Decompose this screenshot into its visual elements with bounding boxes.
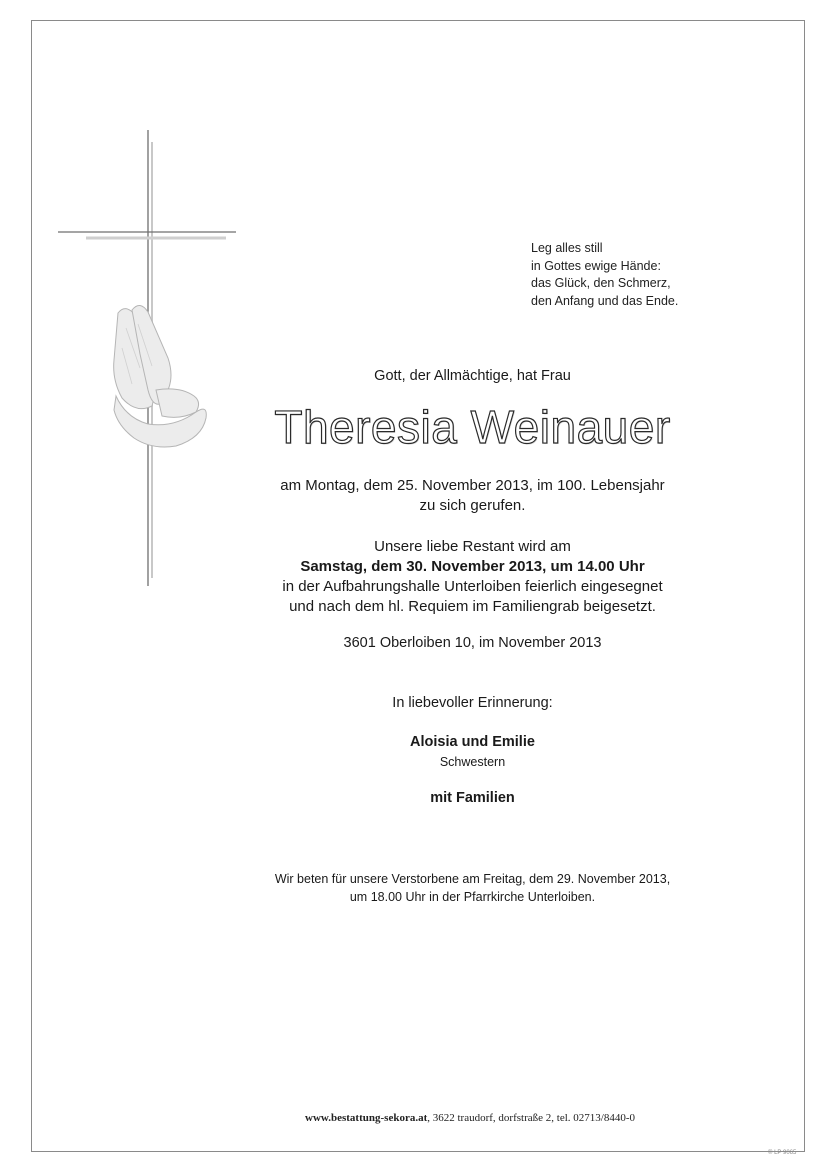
mourners-relation: Schwestern bbox=[439, 755, 506, 769]
deceased-name: Theresia Weinauer bbox=[274, 401, 671, 453]
place-and-date: 3601 Oberloiben 10, im November 2013 bbox=[343, 635, 602, 651]
footer-address: , 3622 traudorf, dorfstraße 2, tel. 02713/8440-0 bbox=[427, 1112, 635, 1124]
mourners-names: Aloisia und Emilie bbox=[410, 734, 535, 750]
funeral-date: Samstag, dem 30. November 2013, um 14.00 Uhr bbox=[300, 558, 645, 575]
cross-with-praying-hands-icon bbox=[56, 128, 238, 590]
footer-website: www.bestattung-sekora.at bbox=[305, 1112, 428, 1124]
prayer-line: um 18.00 Uhr in der Pfarrkirche Unterloiben. bbox=[349, 890, 596, 904]
poem-line: in Gottes ewige Hände: bbox=[531, 258, 661, 273]
prayer-line: Wir beten für unsere Verstorbene am Freitag, dem 29. November 2013, bbox=[274, 872, 671, 886]
funeral-line: und nach dem hl. Requiem im Familiengrab beigesetzt. bbox=[289, 598, 656, 615]
families-text: mit Familien bbox=[430, 790, 515, 806]
poem-line: das Glück, den Schmerz, bbox=[531, 276, 671, 290]
poem-line: Leg alles still bbox=[531, 241, 603, 255]
funeral-home-footer bbox=[200, 1112, 740, 1124]
poem-line: den Anfang und das Ende. bbox=[531, 293, 679, 308]
death-line: am Montag, dem 25. November 2013, im 100. Lebensjahr bbox=[280, 477, 665, 494]
intro-text: Gott, der Allmächtige, hat Frau bbox=[374, 368, 571, 384]
funeral-info bbox=[240, 537, 705, 617]
print-code: © LP 9065 bbox=[768, 1150, 797, 1156]
memory-heading: In liebevoller Erinnerung: bbox=[392, 695, 553, 711]
funeral-line: Unsere liebe Restant wird am bbox=[374, 538, 571, 555]
death-line: zu sich gerufen. bbox=[419, 497, 526, 514]
prayer-notice bbox=[230, 870, 715, 906]
poem-verse bbox=[531, 240, 731, 310]
death-announcement bbox=[240, 476, 705, 516]
funeral-line: in der Aufbahrungshalle Unterloiben feierlich eingesegnet bbox=[282, 578, 663, 595]
